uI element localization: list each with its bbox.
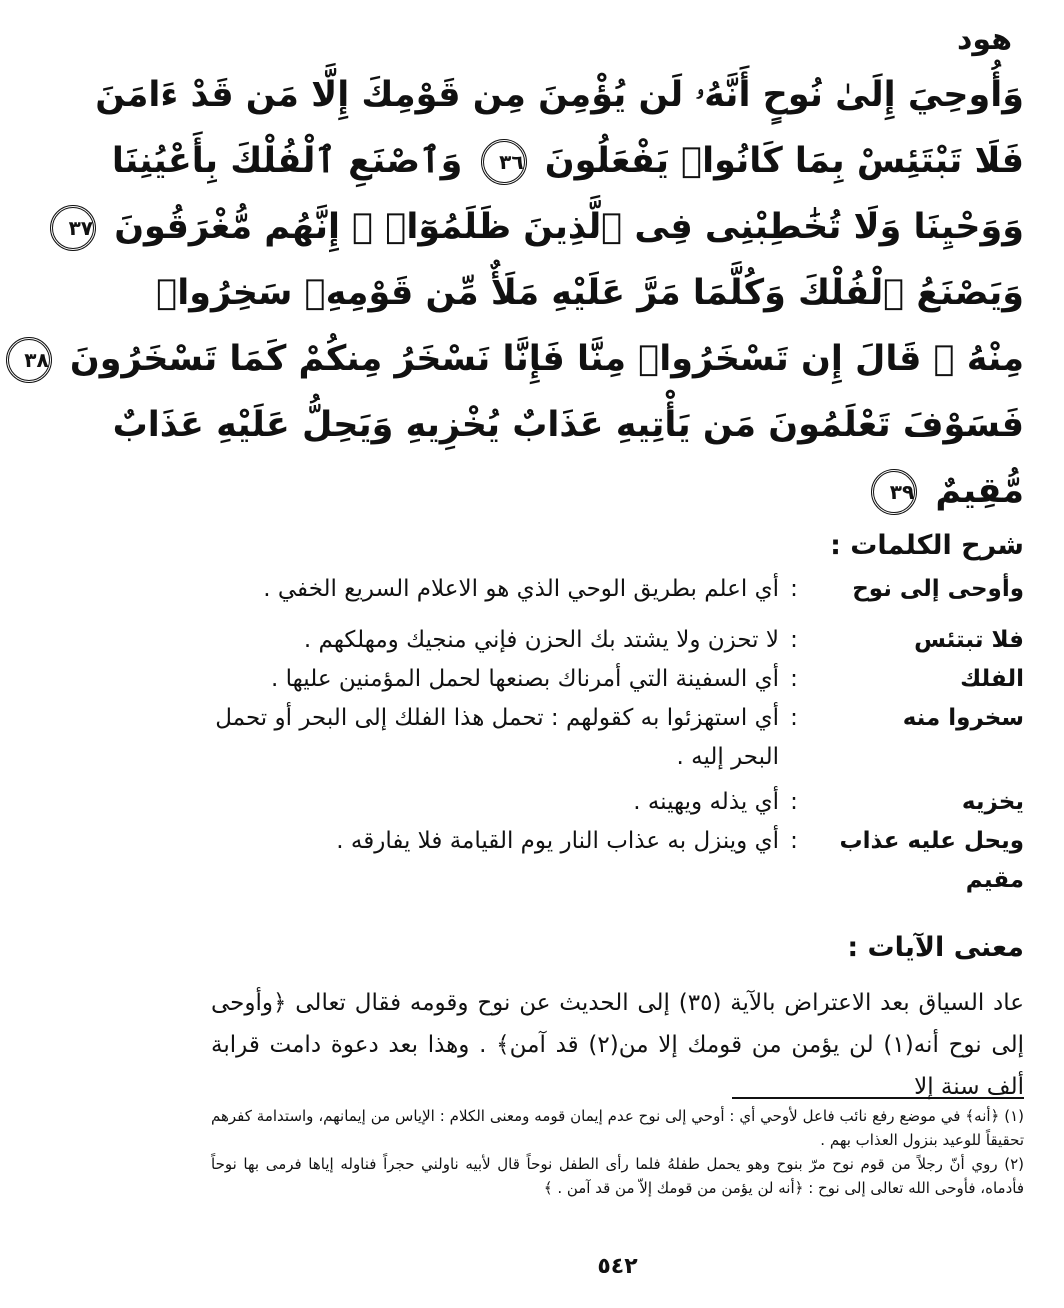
quran-verses-block [24,62,1024,524]
glossary-separator: : [790,666,798,692]
meaning-title: معنى الآيات : [847,932,1024,963]
glossary-list [211,570,1024,900]
glossary-term: فلا تبتئس [914,627,1024,653]
glossary-row [211,660,1024,699]
glossary-row [211,570,1024,609]
glossary-separator: : [790,627,798,653]
verse-line-5-text: مِنْهُ ۚ قَالَ إِن تَسْخَرُوا۟ مِنَّا فَإِنَّا نَسْخَرُ مِنكُمْ كَمَا تَسْخَرُونَ [69,339,1024,379]
glossary-term: يخزيه [961,789,1024,815]
glossary-separator: : [790,828,798,854]
glossary-separator: : [790,705,798,731]
page-number: ٥٤٢ [597,1254,638,1279]
verse-line-1: وَأُوحِيَ إِلَىٰ نُوحٍ أَنَّهُۥ لَن يُؤْمِنَ مِن قَوْمِكَ إِلَّا مَن قَدْ ءَامَنَ [95,75,1024,115]
verse-line-6: فَسَوْفَ تَعْلَمُونَ مَن يَأْتِيهِ عَذَابٌ يُخْزِيهِ وَيَحِلُّ عَلَيْهِ عَذَابٌ [112,405,1024,445]
glossary-definition: أي استهزئوا به كقولهم : تحمل هذا الفلك إلى البحر أو تحمل البحر إليه . [215,705,779,770]
verse-line-5 [24,326,1024,392]
verse-line-7-text: مُّقِيمٌ [935,471,1024,511]
footnote-divider [732,1097,1024,1099]
ayah-number-marker: ٣٧ [50,205,96,251]
glossary-definition: أي يذله ويهينه . [633,789,779,815]
verse-line-4: وَيَصْنَعُ ٱلْفُلْكَ وَكُلَّمَا مَرَّ عَلَيْهِ مَلَأٌ مِّن قَوْمِهِۦ سَخِرُوا۟ [156,273,1024,313]
glossary-row [211,822,1024,900]
ayah-number-marker: ٣٩ [871,469,917,515]
glossary-row [211,699,1024,777]
ayah-number-marker: ٣٦ [481,139,527,185]
meaning-paragraph: عاد السياق بعد الاعتراض بالآية (٣٥) إلى الحديث عن نوح وقومه فقال تعالى ﴿وأوحى إلى نوح أنه(١) لن يؤمن من قومك إلا من(٢) قد آمن﴾ . وهذا بعد دعوة دامت قرابة ألف سنة إلا [211,990,1024,1100]
glossary-separator: : [790,789,798,815]
verse-line-3-text: وَوَحْيِنَا وَلَا تُخَٰطِبْنِى فِى ٱلَّذِينَ ظَلَمُوٓا۟ ۚ إِنَّهُم مُّغْرَقُونَ [114,207,1024,247]
glossary-row [211,621,1024,660]
glossary-separator: : [790,576,798,602]
verse-line-3 [68,194,1024,260]
verse-line-2-tail: وَٱصْنَعِ ٱلْفُلْكَ بِأَعْيُنِنَا [111,141,463,181]
glossary-definition: لا تحزن ولا يشتد بك الحزن فإني منجيك ومهلكهم . [303,627,779,653]
glossary-term: الفلك [960,666,1024,692]
glossary-definition: أي وينزل به عذاب النار يوم القيامة فلا يفارقه . [336,828,779,854]
glossary-term: سخروا منه [902,705,1024,731]
glossary-definition: أي اعلم بطريق الوحي الذي هو الاعلام السريع الخفي . [263,576,779,602]
verse-line-7 [209,458,1024,524]
glossary-row [211,783,1024,822]
surah-name-header: هود [956,22,1012,57]
footnote-1: (١) ﴿أنه﴾ في موضع رفع نائب فاعل لأوحي أي : أوحي إلى نوح عدم إيمان قومه ومعنى الكلام : الإياس من إيمانهم، واستدامة كفرهم تحقيقاً للوعيد بنزول العذاب بهم . [211,1107,1024,1149]
glossary-term: ويحل عليه عذاب مقيم [839,828,1024,893]
footnotes [211,1104,1024,1200]
glossary-definition: أي السفينة التي أمرناك بصنعها لحمل المؤمنين عليها . [271,666,779,692]
verse-line-2-text: فَلَا تَبْتَئِسْ بِمَا كَانُوا۟ يَفْعَلُونَ [544,141,1024,181]
glossary-term: وأوحى إلى نوح [852,576,1024,602]
glossary-title: شرح الكلمات : [830,530,1024,561]
verse-line-2 [111,128,1024,194]
footnote-2: (٢) روي أنّ رجلاً من قوم نوح مرّ بنوح وهو يحمل طفلهُ فلما رأى الطفل نوحاً قال لأبيه ناولني حجراً فناوله إياها فرمى بها نوحاً فأدماه، فأوحى الله تعالى إلى نوح : ﴿أنه لن يؤمن من قومك إلاّ من قد آمن . ﴾ [211,1155,1024,1197]
ayah-number-marker: ٣٨ [6,337,52,383]
